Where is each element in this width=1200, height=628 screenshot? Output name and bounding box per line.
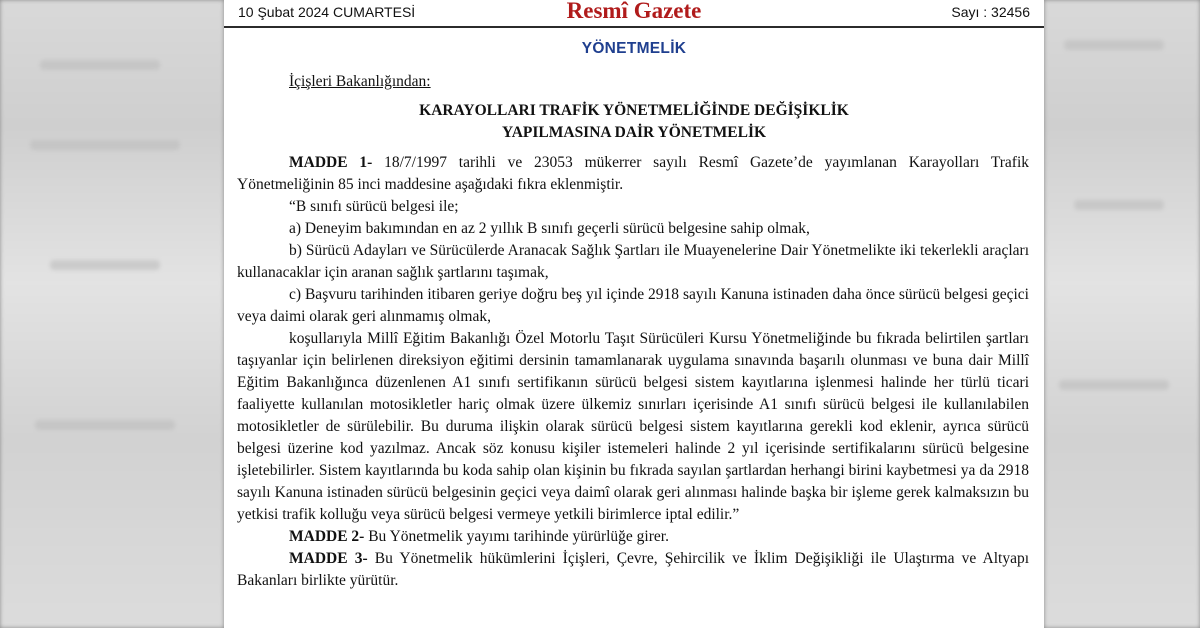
quote-open: “B sınıfı sürücü belgesi ile; (289, 198, 459, 215)
regulation-title (224, 100, 1044, 144)
article-3-label: MADDE 3- (289, 550, 368, 567)
article-1-label: MADDE 1- (289, 154, 373, 171)
issue-number: Sayı : 32456 (951, 4, 1030, 20)
article-1-text: 18/7/1997 tarihli ve 23053 mükerrer sayılı Resmî Gazete’de yayımlanan Karayolları Trafik Yönetmeliğinin 85 inci maddesine aşağıdaki fıkra eklenmiştir. (237, 154, 1030, 193)
article-2 (237, 526, 1029, 548)
blur-decoration (50, 260, 160, 270)
masthead (224, 0, 1044, 28)
regulation-title-line2: YAPILMASINA DAİR YÖNETMELİK (501, 124, 767, 141)
blur-decoration (1059, 380, 1169, 390)
blurred-background-left (0, 0, 224, 628)
blur-decoration (30, 140, 180, 150)
article-1 (237, 152, 1029, 196)
article-3-text: Bu Yönetmelik hükümlerini İçişleri, Çevre, Şehircilik ve İklim Değişikliği ile Ulaştırma ve Altyapı Bakanları birlikte yürütür. (237, 550, 1030, 589)
article-2-text: Bu Yönetmelik yayımı tarihinde yürürlüğe girer. (368, 528, 669, 545)
regulation-body (237, 152, 1029, 592)
section-heading: YÖNETMELİK (581, 40, 687, 57)
article-2-label: MADDE 2- (289, 528, 365, 545)
item-a: a) Deneyim bakımından en az 2 yıllık B sınıfı geçerli sürücü belgesine sahip olmak, (289, 220, 810, 237)
blur-decoration (35, 420, 175, 430)
item-c: c) Başvuru tarihinden itibaren geriye doğru beş yıl içinde 2918 sayılı Kanuna istinaden daha önce sürücü belgesi geçici veya daimi olarak geri alınmamış olmak, (237, 286, 1029, 325)
ministry-label: İçişleri Bakanlığından: (289, 73, 431, 90)
blur-decoration (1074, 200, 1164, 210)
regulation-title-line1: KARAYOLLARI TRAFİK YÖNETMELİĞİNDE DEĞİŞİKLİK (419, 102, 849, 119)
main-paragraph: koşullarıyla Millî Eğitim Bakanlığı Özel Motorlu Taşıt Sürücüleri Kursu Yönetmeliğinde bu fıkrada belirtilen şartları taşıyanlar için belirlenen direksiyon eğitimi dersinin tamamlanarak uygulama sınavında başarılı olunması ve buna dair Millî Eğitim Bakanlığınca düzenlenen A1 sınıfı sertifikanın sürücü belgesi sistem kayıtlarına işlenmesi halinde her türlü ticari faaliyette kullanılan motosikletler hariç olmak üzere ülkemiz sınırları içerisinde A1 sınıfı sürücü belgesi ile kullanılabilen motosikletler de sürülebilir. Bu duruma ilişkin olarak sürücü belgesi sistem kayıtlarına gerekli kod eklenir, ayrıca sürücü belgesi üzerine kod yazılmaz. Ancak söz konusu kişiler istemeleri halinde 2 yıl içerisinde sertifikalarını sürücü belgesine işletebilirler. Sistem kayıtlarında bu koda sahip olan kişinin bu fıkrada sayılan şartlardan herhangi birini kaybetmesi ya da 2918 sayılı Kanuna istinaden sürücü belgesinin geçici veya daimî olarak geri alınması halinde başka bir işleme gerek kalmaksızın bu yetkisi trafik kolluğu veya sürücü belgesi vermeye yetkili birimlerce iptal edilir.” (237, 330, 1029, 523)
issue-date: 10 Şubat 2024 CUMARTESİ (238, 4, 416, 20)
article-3 (237, 548, 1029, 592)
gazette-page (224, 0, 1044, 628)
blur-decoration (40, 60, 160, 70)
item-b: b) Sürücü Adayları ve Sürücülerde Aranacak Sağlık Şartları ile Muayenelerine Dair Yönetmelikte iki tekerlekli araçları kullanacaklar için aranan sağlık şartlarını taşımak, (237, 242, 1029, 281)
blur-decoration (1064, 40, 1164, 50)
blurred-background-right (1044, 0, 1200, 628)
gazette-title: Resmî Gazete (566, 0, 702, 23)
